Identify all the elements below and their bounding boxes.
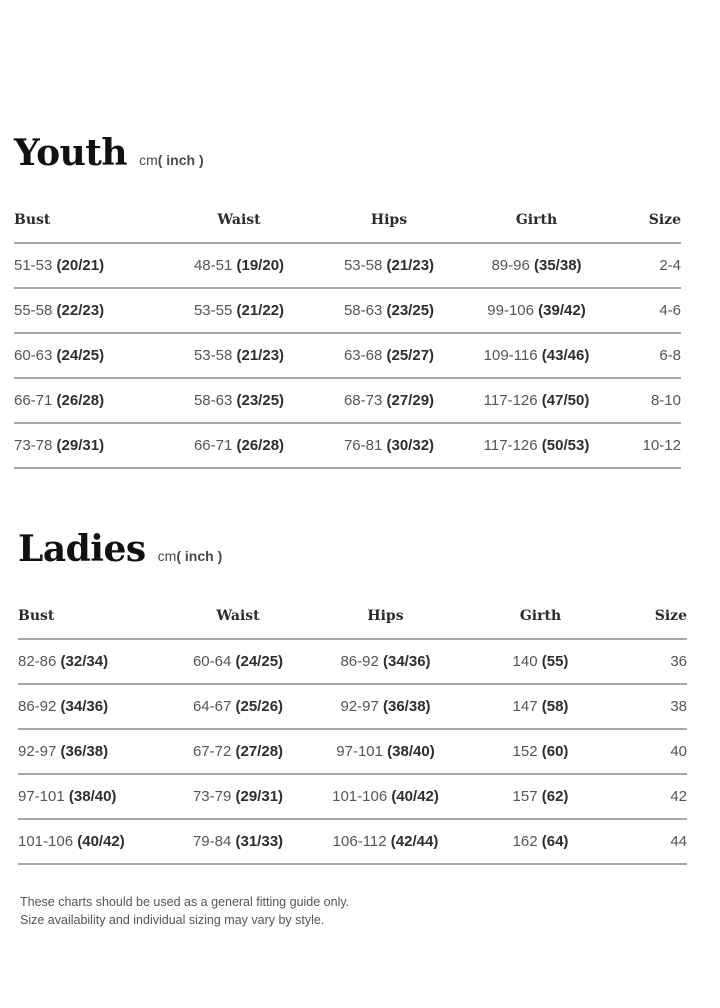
bust-cm-value: 92-97 [18, 743, 57, 760]
table-row [18, 774, 687, 819]
hips-cell [314, 243, 464, 288]
bust-inch-value: (34/36) [60, 698, 109, 715]
bust-cm-value: 51-53 [14, 257, 53, 274]
waist-inch-value: (27/28) [235, 743, 284, 760]
girth-cm-value: 140 [512, 653, 538, 670]
hips-cm-value: 92-97 [340, 698, 379, 715]
bust-inch-value: (40/42) [77, 833, 125, 850]
girth-inch-value: (55) [541, 653, 569, 670]
waist-cm-value: 53-58 [193, 347, 233, 364]
waist-inch-value: (19/20) [236, 257, 285, 274]
waist-cell [168, 819, 308, 864]
hips-inch-value: (36/38) [383, 698, 431, 715]
disclaimer-line-1: These charts should be used as a general fitting guide only. [20, 895, 350, 909]
table-row [18, 819, 687, 864]
size-cell: 4-6 [609, 288, 681, 333]
waist-inch-value: (23/25) [236, 392, 285, 409]
waist-cm-value: 58-63 [193, 392, 233, 409]
bust-cm-value: 86-92 [18, 698, 57, 715]
hips-cell [314, 333, 464, 378]
size-cell: 40 [618, 729, 687, 774]
waist-inch-value: (26/28) [236, 437, 285, 454]
column-header-hips: Hips [308, 594, 463, 639]
hips-cm-value: 68-73 [343, 392, 383, 409]
bust-cell [18, 639, 168, 684]
girth-cm-value: 117-126 [483, 437, 538, 454]
bust-inch-value: (26/28) [56, 392, 105, 409]
girth-inch-value: (64) [541, 833, 569, 850]
youth-title: Youth [14, 132, 128, 174]
table-header-row [18, 594, 687, 639]
waist-cm-value: 73-79 [192, 788, 232, 805]
column-header-bust: Bust [18, 594, 168, 639]
hips-inch-value: (23/25) [386, 302, 435, 319]
girth-cell [463, 819, 618, 864]
waist-cell [164, 333, 314, 378]
column-header-size: Size [618, 594, 687, 639]
column-header-size: Size [609, 198, 681, 243]
bust-inch-value: (22/23) [56, 302, 105, 319]
waist-cell [164, 423, 314, 468]
hips-inch-value: (42/44) [390, 833, 439, 850]
bust-inch-value: (38/40) [68, 788, 117, 805]
bust-cm-value: 101-106 [18, 833, 74, 850]
hips-cm-value: 53-58 [343, 257, 383, 274]
girth-inch-value: (39/42) [538, 302, 586, 319]
girth-inch-value: (60) [541, 743, 569, 760]
girth-inch-value: (35/38) [534, 257, 582, 274]
bust-cell [18, 684, 168, 729]
waist-cm-value: 48-51 [193, 257, 233, 274]
waist-cell [168, 774, 308, 819]
waist-cm-value: 53-55 [193, 302, 233, 319]
table-header-row [14, 198, 681, 243]
ladies-title: Ladies [18, 528, 146, 570]
fitting-disclaimer [20, 893, 349, 929]
waist-cm-value: 66-71 [193, 437, 233, 454]
hips-inch-value: (40/42) [391, 788, 439, 805]
bust-cm-value: 66-71 [14, 392, 53, 409]
waist-cell [168, 639, 308, 684]
girth-cell [464, 378, 609, 423]
bust-cm-value: 73-78 [14, 437, 53, 454]
ladies-heading [18, 528, 222, 570]
girth-inch-value: (50/53) [541, 437, 590, 454]
size-cell: 10-12 [609, 423, 681, 468]
waist-inch-value: (21/22) [236, 302, 285, 319]
girth-cm-value: 152 [512, 743, 538, 760]
waist-cm-value: 67-72 [192, 743, 232, 760]
column-header-waist: Waist [164, 198, 314, 243]
size-cell: 36 [618, 639, 687, 684]
bust-cell [14, 333, 164, 378]
hips-inch-value: (27/29) [386, 392, 435, 409]
table-row [14, 378, 681, 423]
waist-inch-value: (24/25) [235, 653, 284, 670]
girth-cm-value: 147 [512, 698, 538, 715]
girth-cell [464, 288, 609, 333]
waist-cell [164, 288, 314, 333]
youth-size-table [14, 198, 681, 469]
bust-cm-value: 97-101 [18, 788, 65, 805]
size-cell: 38 [618, 684, 687, 729]
bust-cell [18, 774, 168, 819]
hips-cell [308, 819, 463, 864]
size-cell: 8-10 [609, 378, 681, 423]
hips-cm-value: 86-92 [340, 653, 379, 670]
bust-cell [14, 423, 164, 468]
hips-cell [314, 288, 464, 333]
girth-cell [463, 774, 618, 819]
bust-inch-value: (20/21) [56, 257, 105, 274]
waist-cm-value: 79-84 [192, 833, 232, 850]
waist-inch-value: (29/31) [235, 788, 284, 805]
bust-cm-value: 60-63 [14, 347, 53, 364]
girth-inch-value: (58) [541, 698, 569, 715]
girth-cell [463, 639, 618, 684]
girth-inch-value: (62) [541, 788, 569, 805]
bust-cell [14, 243, 164, 288]
hips-cell [314, 378, 464, 423]
hips-cell [308, 774, 463, 819]
bust-cell [14, 378, 164, 423]
bust-cm-value: 82-86 [18, 653, 57, 670]
waist-inch-value: (25/26) [235, 698, 284, 715]
hips-cm-value: 76-81 [343, 437, 383, 454]
hips-cm-value: 63-68 [343, 347, 383, 364]
column-header-girth: Girth [464, 198, 609, 243]
waist-inch-value: (21/23) [236, 347, 285, 364]
size-cell: 42 [618, 774, 687, 819]
bust-cell [18, 729, 168, 774]
waist-cell [164, 243, 314, 288]
bust-cell [18, 819, 168, 864]
bust-inch-value: (36/38) [60, 743, 109, 760]
hips-inch-value: (21/23) [386, 257, 435, 274]
unit-label: cm( inch ) [139, 152, 204, 168]
hips-inch-value: (25/27) [386, 347, 435, 364]
waist-inch-value: (31/33) [235, 833, 284, 850]
table-row [14, 423, 681, 468]
girth-cm-value: 109-116 [483, 347, 538, 364]
girth-cell [464, 423, 609, 468]
girth-inch-value: (47/50) [541, 392, 590, 409]
table-row [18, 639, 687, 684]
hips-cm-value: 58-63 [343, 302, 383, 319]
waist-cm-value: 64-67 [192, 698, 232, 715]
hips-cell [308, 639, 463, 684]
size-cell: 6-8 [609, 333, 681, 378]
column-header-bust: Bust [14, 198, 164, 243]
bust-inch-value: (32/34) [60, 653, 109, 670]
girth-cell [464, 333, 609, 378]
column-header-waist: Waist [168, 594, 308, 639]
table-row [18, 729, 687, 774]
girth-inch-value: (43/46) [541, 347, 590, 364]
column-header-girth: Girth [463, 594, 618, 639]
table-row [14, 333, 681, 378]
unit-label: cm( inch ) [157, 548, 223, 564]
hips-cell [314, 423, 464, 468]
youth-heading [14, 132, 204, 174]
table-row [14, 243, 681, 288]
hips-cm-value: 97-101 [336, 743, 383, 760]
bust-inch-value: (24/25) [56, 347, 105, 364]
girth-cell [464, 243, 609, 288]
hips-inch-value: (30/32) [386, 437, 435, 454]
girth-cm-value: 117-126 [483, 392, 538, 409]
girth-cm-value: 162 [512, 833, 538, 850]
bust-cm-value: 55-58 [14, 302, 53, 319]
girth-cm-value: 99-106 [487, 302, 534, 319]
ladies-size-table [18, 594, 687, 865]
column-header-hips: Hips [314, 198, 464, 243]
girth-cell [463, 729, 618, 774]
size-cell: 44 [618, 819, 687, 864]
girth-cm-value: 157 [512, 788, 538, 805]
waist-cell [168, 729, 308, 774]
hips-cm-value: 106-112 [332, 833, 387, 850]
table-row [14, 288, 681, 333]
size-cell: 2-4 [609, 243, 681, 288]
hips-cell [308, 729, 463, 774]
bust-cell [14, 288, 164, 333]
hips-inch-value: (34/36) [383, 653, 431, 670]
waist-cell [168, 684, 308, 729]
girth-cm-value: 89-96 [491, 257, 530, 274]
hips-cell [308, 684, 463, 729]
disclaimer-line-2: Size availability and individual sizing may vary by style. [20, 913, 325, 927]
hips-cm-value: 101-106 [332, 788, 388, 805]
bust-inch-value: (29/31) [56, 437, 105, 454]
hips-inch-value: (38/40) [387, 743, 435, 760]
girth-cell [463, 684, 618, 729]
waist-cell [164, 378, 314, 423]
table-row [18, 684, 687, 729]
waist-cm-value: 60-64 [192, 653, 232, 670]
